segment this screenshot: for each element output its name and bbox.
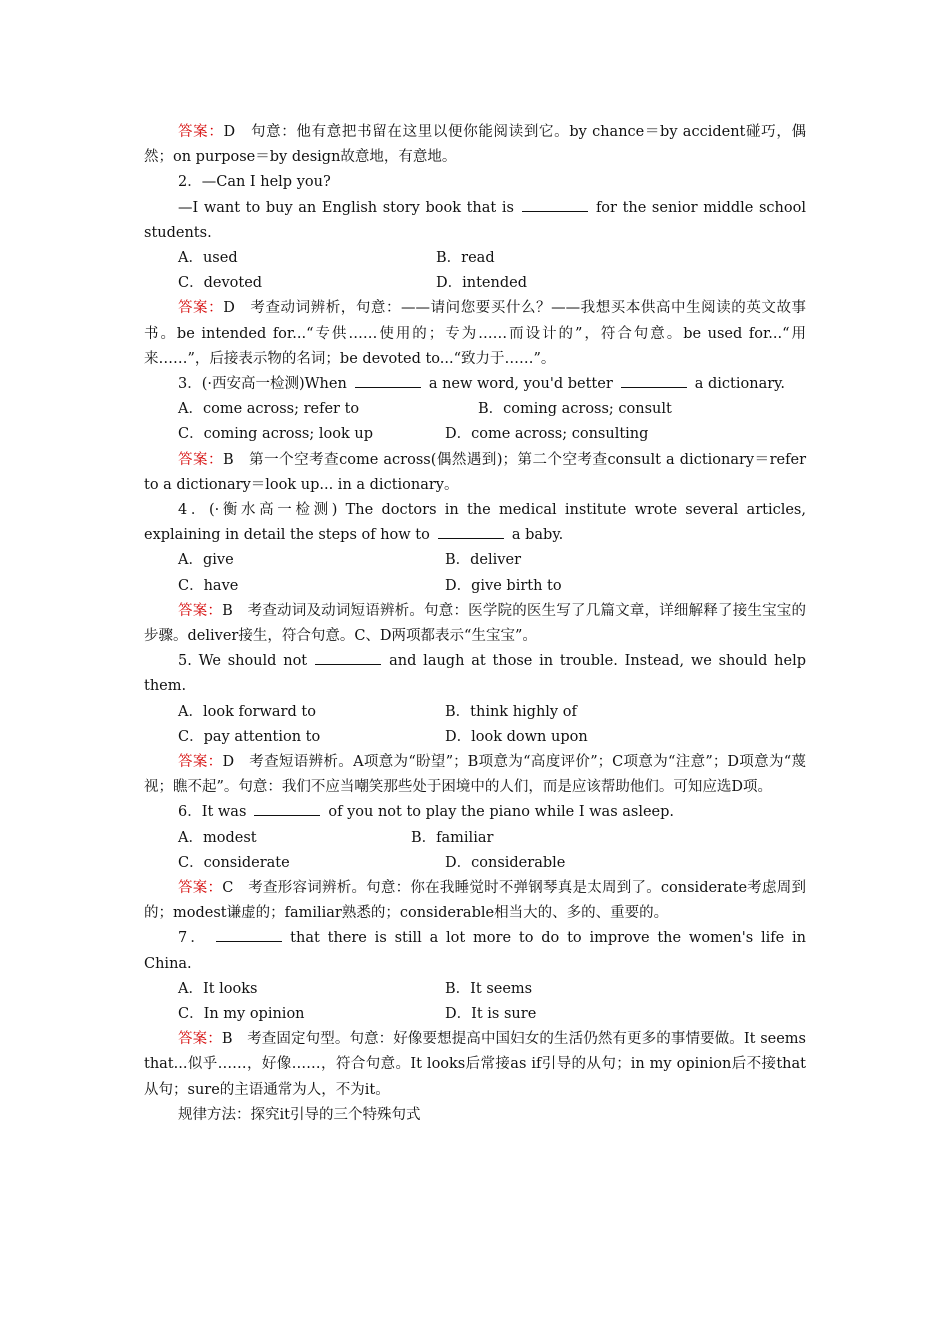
q7-stem: 7． that there is still a lot more to do to improve the women's life in China. [144,930,806,972]
option-d: D．considerable [445,854,566,871]
option-c: C．coming across; look up [178,426,373,443]
option-d: D．intended [436,275,527,292]
q4-stem: 4．(·衡水高一检测) The doctors in the medical institute wrote several articles, explaining in detail the steps of how to a baby. [144,501,806,544]
option-d: D．It is sure [445,1005,537,1022]
answer-label: 答案： [178,451,223,468]
option-a: A．give [178,552,234,569]
q5-options-row1 [144,700,806,725]
q3-options-row2 [144,422,806,447]
option-d: D．come across; consulting [445,426,649,443]
q6-options-row2 [144,851,806,876]
option-a: A．It looks [178,980,258,997]
answer-blank [216,940,282,942]
option-b: B．It seems [445,980,533,997]
option-c: C．have [178,577,239,594]
q7-answer: 答案：B 考查固定句型。句意：好像要想提高中国妇女的生活仍然有更多的事情要做。It seems that...似乎……，好像……，符合句意。It looks后常接as if引导的从句；in my opinion后不接that从句；sure的主语通常为人，不为it。 [144,1031,806,1098]
option-b: B．deliver [445,552,521,569]
answer-blank [522,210,588,212]
q2-stem: —I want to buy an English story book that is for the senior middle school students. [144,199,806,241]
q5-answer: 答案：D 考查短语辨析。A项意为“盼望”；B项意为“高度评价”；C项意为“注意”；D项意为“蔑视；瞧不起”。句意：我们不应当嘲笑那些处于困境中的人们，而是应该帮助他们。可知应选D项。 [144,753,807,796]
option-d: D．give birth to [445,577,562,594]
q2-options-row2 [144,271,806,296]
q6-answer: 答案：C 考查形容词辨析。句意：你在我睡觉时不弹钢琴真是太周到了。considerate考虑周到的；modest谦虚的；familiar熟悉的；considerable相当大的、多的、重要的。 [144,879,806,922]
q2-line1: 2．—Can I help you? [178,174,331,191]
q3-stem: 3．(·西安高一检测)When a new word, you'd better a dictionary. [178,376,786,392]
answer-text: D 句意：他有意把书留在这里以便你能阅读到它。by chance＝by accident碰巧，偶然；on purpose＝by design故意地，有意地。 [144,124,807,166]
answer-blank [355,386,421,388]
answer-blank [438,537,504,539]
option-b: B．familiar [411,829,494,846]
answer-label: 答案： [178,124,224,140]
q5-options-row2 [144,725,806,750]
option-a: A．look forward to [178,703,316,720]
document-page [144,120,806,1128]
answer-label: 答案： [178,300,224,317]
answer-label: 答案： [178,602,223,619]
q1-answer [144,120,806,170]
q3-options-row1 [144,397,806,422]
option-d: D．look down upon [445,728,588,745]
q4-options-row2 [144,574,806,599]
rule-title: 规律方法：探究it引导的三个特殊句式 [178,1106,421,1123]
answer-blank [621,386,687,388]
q3-answer: 答案：B 第一个空考查come across(偶然遇到)；第二个空考查consult a dictionary＝refer to a dictionary＝look up... in a dictionary。 [144,451,806,493]
option-a: A．used [178,250,238,267]
option-b: B．think highly of [445,703,577,720]
option-c: C．pay attention to [178,728,321,745]
q4-answer: 答案：B 考查动词及动词短语辨析。句意：医学院的医生写了几篇文章，详细解释了接生宝宝的步骤。deliver接生，符合句意。C、D两项都表示“生宝宝”。 [144,602,807,644]
q7-options-row1 [144,977,806,1002]
q6-options-row1 [144,826,806,851]
q6-stem: 6．It was of you not to play the piano while I was asleep. [178,804,675,821]
option-c: C．considerate [178,854,290,871]
option-a: A．come across; refer to [178,401,360,418]
answer-label: 答案： [178,1031,222,1048]
q2-answer: 答案：D 考查动词辨析，句意：——请问您要买什么？——我想买本供高中生阅读的英文故事书。be intended for...“专供……使用的；专为……而设计的”，符合句意。be used for...“用来……”，后接表示物的名词；be devoted to...“致力于……”。 [144,300,807,367]
q5-stem: 5. We should not and laugh at those in trouble. Instead, we should help them. [144,653,806,695]
answer-blank [254,814,320,816]
q7-options-row2 [144,1002,806,1027]
q2-options-row1 [144,246,806,271]
option-b: B．coming across; consult [478,401,672,418]
answer-blank [315,663,381,665]
option-c: C．In my opinion [178,1005,305,1022]
q4-options-row1 [144,548,806,573]
option-c: C．devoted [178,275,263,292]
answer-label: 答案： [178,879,223,896]
option-a: A．modest [178,829,257,846]
answer-label: 答案： [178,753,223,770]
option-b: B．read [436,250,495,267]
